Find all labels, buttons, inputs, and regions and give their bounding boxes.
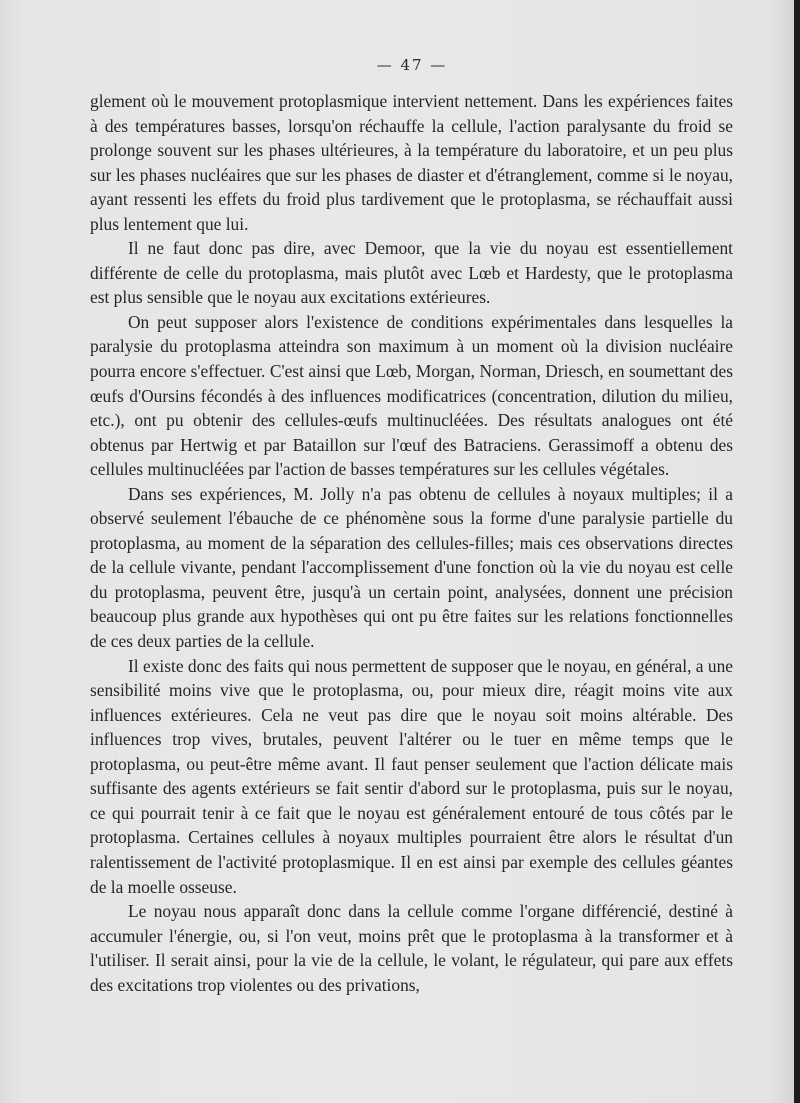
paragraph: Le noyau nous apparaît donc dans la cellule comme l'organe différencié, destiné à accumuler l'énergie, ou, si l'on veut, moins prêt que le protoplasma à la transformer et à l'utiliser. Il serait ainsi, pour la vie de la cellule, le volant, le régulateur, qui pare aux effets des excitations trop violentes ou des privations, [90,901,733,995]
page-number: — 47 — [376,56,448,74]
paragraph: Il ne faut donc pas dire, avec Demoor, que la vie du noyau est essentiellement différente de celle du protoplasma, mais plutôt avec Lœb et Hardesty, que le protoplasma est plus sensible que le noyau aux excitations extérieures. [90,238,733,308]
paragraph: Il existe donc des faits qui nous permettent de supposer que le noyau, en général, a une sensibilité moins vive que le protoplasma, ou, pour mieux dire, réagit moins vite aux influences extérieures. Cela ne veut pas dire que le noyau soit moins altérable. Des influences trop vives, brutales, peuvent l'altérer ou le tuer en même temps que le protoplasma, ou peut-être même avant. Il faut penser seulement que l'action délicate mais suffisante des agents extérieurs se fait sentir d'abord sur le protoplasma, puis sur le noyau, ce qui pourrait tenir à ce fait que le noyau est généralement entouré de tous côtés par le protoplasma. Certaines cellules à noyaux multiples pourraient être alors le résultat d'un ralentissement de l'activité protoplasmique. Il en est ainsi par exemple des cellules géantes de la moelle osseuse. [90,655,733,897]
paragraph: Dans ses expériences, M. Jolly n'a pas obtenu de cellules à noyaux multiples; il a observé seulement l'ébauche de ce phénomène sous la forme d'une paralysie partielle du protoplasma, au moment de la séparation des cellules-filles; mais ces observations directes de la cellule vivante, pendant l'accomplissement d'une fonction où la vie du noyau est celle du protoplasma, peuvent être, jusqu'à un certain point, analysées, donnent une précision beaucoup plus grande aux hypothèses qui ont pu être faites sur les relations fonctionnelles de ces deux parties de la cellule. [90,483,733,652]
paragraph: On peut supposer alors l'existence de conditions expérimentales dans lesquelles la paralysie du protoplasma atteindra son maximum à un moment où la division nucléaire pourra encore s'effectuer. C'est ainsi que Lœb, Morgan, Norman, Driesch, en soumettant des œufs d'Oursins fécondés à des influences modificatrices (concentration, dilution du milieu, etc.), ont pu obtenir des cellules-œufs multinucléées. Des résultats analogues ont été obtenus par Hertwig et par Bataillon sur l'œuf des Batraciens. Gerassimoff a obtenu des cellules multinucléées par l'action de basses températures sur les cellules végétales. [90,311,733,480]
paragraph-continuation: glement où le mouvement protoplasmique intervient nettement. Dans les expériences faites à des températures basses, lorsqu'on réchauffe la cellule, l'action paralysante du froid se prolonge souvent sur les phases ultérieures, à la température du laboratoire, et un peu plus sur les phases nucléaires que sur les phases de diaster et d'étranglement, comme si le noyau, ayant ressenti les effets du froid plus tardivement que le protoplasma, se réchauffait aussi plus lentement que lui. [90,91,733,234]
body-text [90,89,733,997]
